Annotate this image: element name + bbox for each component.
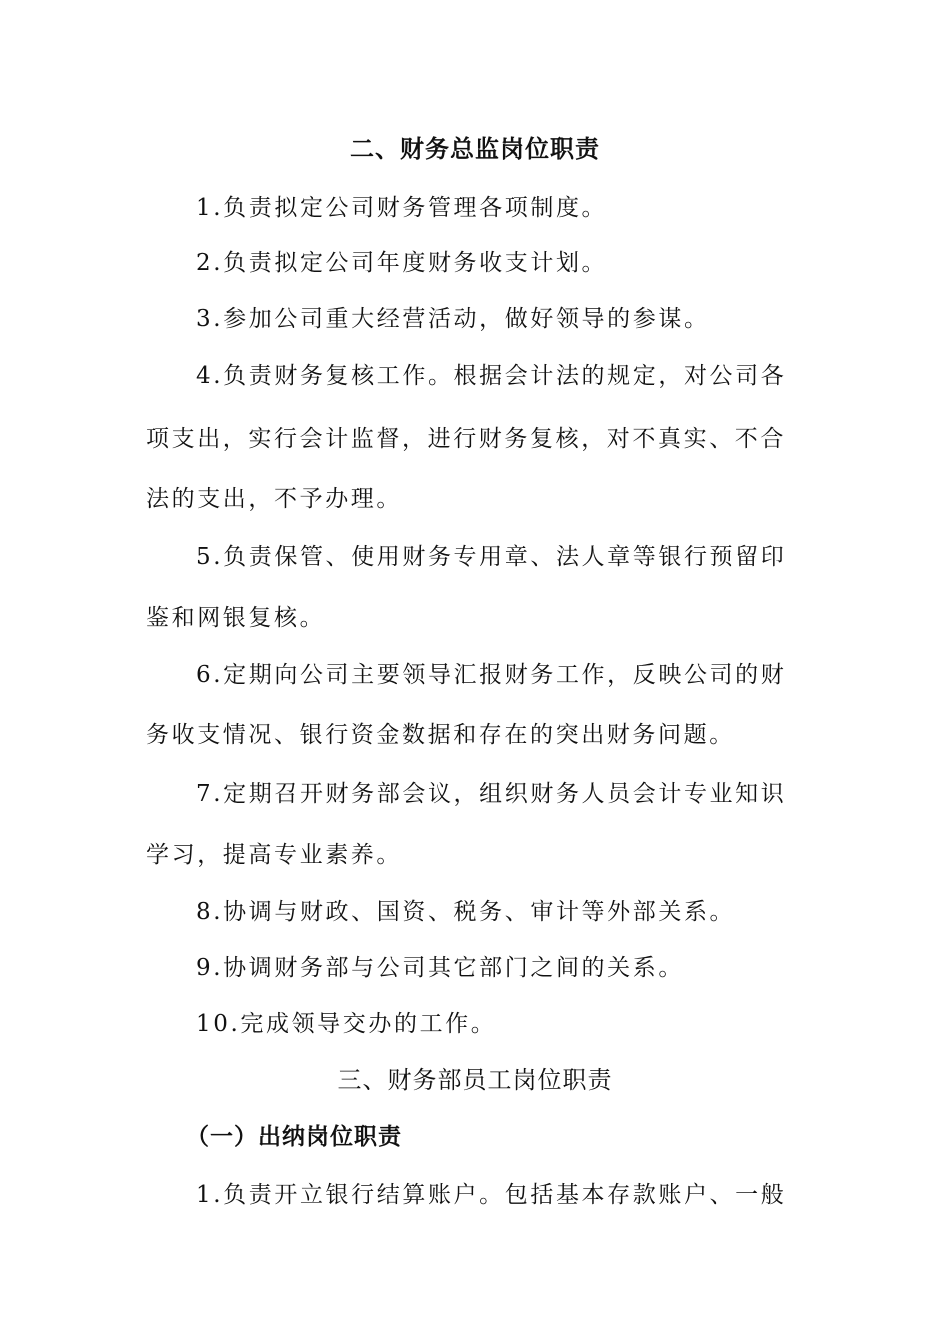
paragraph-line: 1.负责拟定公司财务管理各项制度。	[196, 195, 608, 221]
paragraph-line: 5.负责保管、使用财务专用章、法人章等银行预留印	[196, 544, 787, 570]
paragraph-line: 4.负责财务复核工作。根据会计法的规定，对公司各	[196, 363, 787, 389]
paragraph-line: 3.参加公司重大经营活动，做好领导的参谋。	[196, 306, 710, 332]
section-heading-staff: 三、财务部员工岗位职责	[337, 1066, 613, 1094]
paragraph-line: 6.定期向公司主要领导汇报财务工作，反映公司的财	[196, 662, 787, 688]
paragraph-line: 1.负责开立银行结算账户。包括基本存款账户、一般	[196, 1182, 787, 1208]
paragraph-line: 2.负责拟定公司年度财务收支计划。	[196, 250, 608, 276]
paragraph-line: 务收支情况、银行资金数据和存在的突出财务问题。	[146, 722, 735, 748]
paragraph-line: 7.定期召开财务部会议，组织财务人员会计专业知识	[196, 781, 787, 807]
paragraph-line: 鉴和网银复核。	[146, 605, 326, 631]
paragraph-line: 法的支出，不予办理。	[146, 486, 402, 512]
section-heading-cfo: 二、财务总监岗位职责	[350, 135, 600, 163]
paragraph-line: 10.完成领导交办的工作。	[196, 1011, 497, 1037]
paragraph-line: 8.协调与财政、国资、税务、审计等外部关系。	[196, 899, 736, 925]
paragraph-line: 项支出，实行会计监督，进行财务复核，对不真实、不合	[146, 426, 786, 452]
paragraph-line: 学习，提高专业素养。	[146, 842, 402, 868]
paragraph-line: 9.协调财务部与公司其它部门之间的关系。	[196, 955, 684, 981]
subsection-heading-cashier: （一）出纳岗位职责	[186, 1124, 402, 1150]
